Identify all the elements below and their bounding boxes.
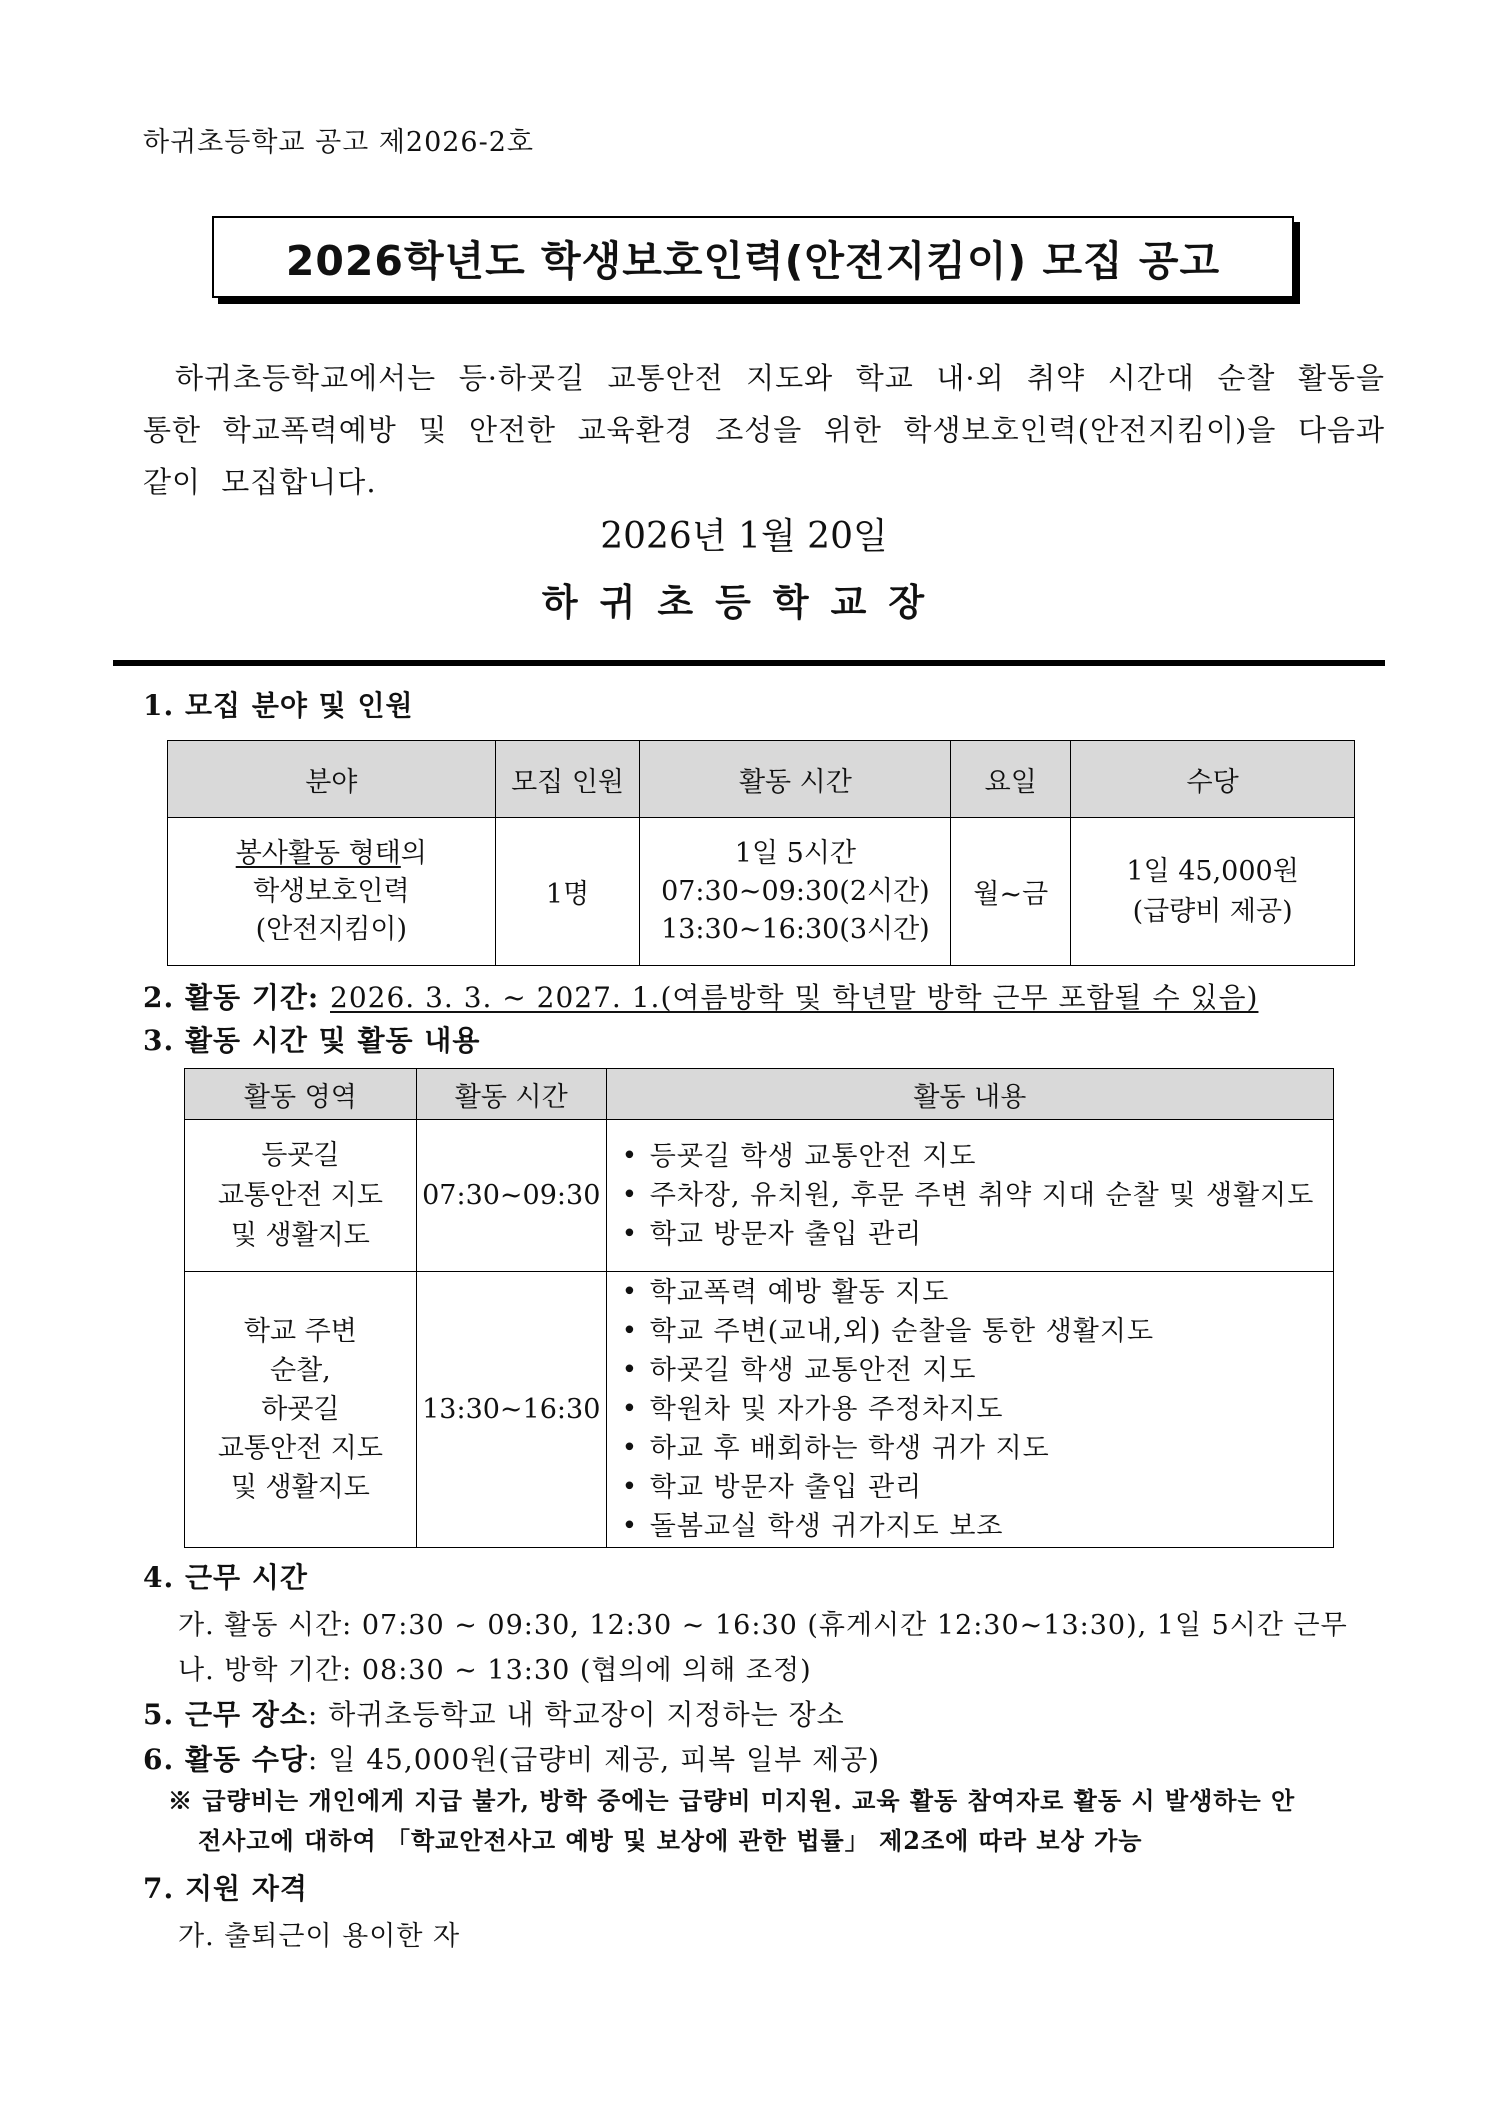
activity-table-header	[185, 1069, 1334, 1120]
section-5-value: : 하귀초등학교 내 학교장이 지정하는 장소	[307, 1698, 845, 1731]
header-field: 분야	[168, 741, 496, 818]
recruit-table-row	[168, 818, 1355, 966]
list-item: • 학교 방문자 출입 관리	[622, 1215, 1320, 1254]
pay-note-block	[168, 1781, 1390, 1861]
list-item: • 주차장, 유치원, 후문 주변 취약 지대 순찰 및 생활지도	[622, 1176, 1320, 1215]
section-6-value: : 일 45,000원(급량비 제공, 피복 일부 제공)	[307, 1743, 881, 1776]
section-7-title: 7. 지원 자격	[143, 1872, 308, 1905]
note-line-2: 전사고에 대하여 「학교안전사고 예방 및 보상에 관한 법률」 제2조에 따라 보상 가능	[198, 1826, 1143, 1855]
table-row	[185, 1120, 1334, 1272]
area-line: 교통안전 지도	[217, 1433, 383, 1464]
pay-cell	[1071, 818, 1355, 966]
list-item: • 하교 후 배회하는 학생 귀가 지도	[622, 1429, 1320, 1468]
field-type: 봉사활동 형태	[235, 837, 401, 869]
list-item: • 학교폭력 예방 활동 지도	[622, 1273, 1320, 1312]
section-1-title: 1. 모집 분야 및 인원	[143, 689, 414, 722]
section-6	[143, 1738, 880, 1778]
header-pay: 수당	[1071, 741, 1355, 818]
list-item: • 학교 방문자 출입 관리	[622, 1468, 1320, 1507]
notice-number: 하귀초등학교 공고 제2026-2호	[143, 127, 534, 158]
field-name: 학생보호인력	[253, 875, 410, 907]
activity-time-cell: 13:30~16:30	[416, 1272, 606, 1548]
header-activity-content: 활동 내용	[606, 1069, 1333, 1120]
divider	[113, 660, 1385, 666]
note-line-1: ※ 급량비는 개인에게 지급 불가, 방학 중에는 급량비 미지원. 교육 활동 참여자로 활동 시 발생하는 안	[168, 1786, 1296, 1815]
page-title: 2026학년도 학생보호인력(안전지킴이) 모집 공고	[285, 236, 1221, 285]
section-2	[143, 976, 1258, 1016]
field-alias: (안전지킴이)	[255, 913, 408, 945]
section-3-title: 3. 활동 시간 및 활동 내용	[143, 1024, 481, 1057]
count-cell: 1명	[495, 818, 640, 966]
intro-paragraph: 하귀초등학교에서는 등·하굣길 교통안전 지도와 학교 내·외 취약 시간대 순찰 활동을 통한 학교폭력예방 및 안전한 교육환경 조성을 위한 학생보호인력(안전지킴이)을 다음과 같이 모집합니다.	[143, 361, 1385, 499]
list-item: • 학원차 및 자가용 주정차지도	[622, 1390, 1320, 1429]
area-line: 및 생활지도	[230, 1219, 370, 1251]
section-5-label: 5. 근무 장소	[143, 1698, 308, 1731]
area-line: 학교 주변	[243, 1316, 357, 1347]
section-4-b: 나. 방학 기간: 08:30 ~ 13:30 (협의에 의해 조정)	[178, 1655, 812, 1686]
list-item: • 등굣길 학생 교통안전 지도	[622, 1137, 1320, 1176]
recruit-table-header	[168, 741, 1355, 818]
field-cell	[168, 818, 496, 966]
section-5	[143, 1693, 845, 1733]
activity-content-cell	[606, 1120, 1333, 1272]
section-6-label: 6. 활동 수당	[143, 1743, 308, 1776]
section-2-label: 2. 활동 기간:	[143, 981, 320, 1014]
days-cell: 월~금	[951, 818, 1071, 966]
list-item: • 돌봄교실 학생 귀가지도 보조	[622, 1507, 1320, 1546]
header-time: 활동 시간	[640, 741, 951, 818]
area-line: 등굣길	[261, 1139, 340, 1171]
list-item: • 학교 주변(교내,외) 순찰을 통한 생활지도	[622, 1312, 1320, 1351]
table-row	[185, 1272, 1334, 1548]
header-days: 요일	[951, 741, 1071, 818]
area-cell	[185, 1120, 417, 1272]
section-7-a: 가. 출퇴근이 용이한 자	[178, 1921, 461, 1952]
time-morning: 07:30~09:30(2시간)	[661, 875, 930, 907]
header-area: 활동 영역	[185, 1069, 417, 1120]
activity-time-cell: 07:30~09:30	[416, 1120, 606, 1272]
activity-table	[184, 1068, 1334, 1548]
section-4-a: 가. 활동 시간: 07:30 ~ 09:30, 12:30 ~ 16:30 (휴게시간 12:30~13:30), 1일 5시간 근무	[178, 1610, 1348, 1641]
field-suffix: 의	[400, 837, 427, 869]
signer: 하귀초등학교장	[541, 580, 947, 624]
section-2-value: 2026. 3. 3. ~ 2027. 1.(여름방학 및 학년말 방학 근무 포함될 수 있음)	[330, 981, 1259, 1014]
notice-date: 2026년 1월 20일	[600, 516, 888, 557]
recruit-table	[167, 740, 1355, 966]
time-cell	[640, 818, 951, 966]
header-count: 모집 인원	[495, 741, 640, 818]
section-4-title: 4. 근무 시간	[143, 1561, 308, 1594]
list-item: • 하굣길 학생 교통안전 지도	[622, 1351, 1320, 1390]
area-line: 및 생활지도	[230, 1472, 370, 1503]
area-line: 하굣길	[261, 1394, 340, 1425]
pay-amount: 1일 45,000원	[1126, 855, 1299, 887]
time-afternoon: 13:30~16:30(3시간)	[661, 913, 930, 945]
area-line: 순찰,	[270, 1355, 331, 1386]
time-total: 1일 5시간	[734, 837, 856, 869]
activity-content-cell	[606, 1272, 1333, 1548]
title-box	[212, 216, 1294, 298]
area-line: 교통안전 지도	[217, 1179, 383, 1211]
area-cell	[185, 1272, 417, 1548]
pay-note: (급량비 제공)	[1132, 895, 1293, 927]
header-activity-time: 활동 시간	[416, 1069, 606, 1120]
